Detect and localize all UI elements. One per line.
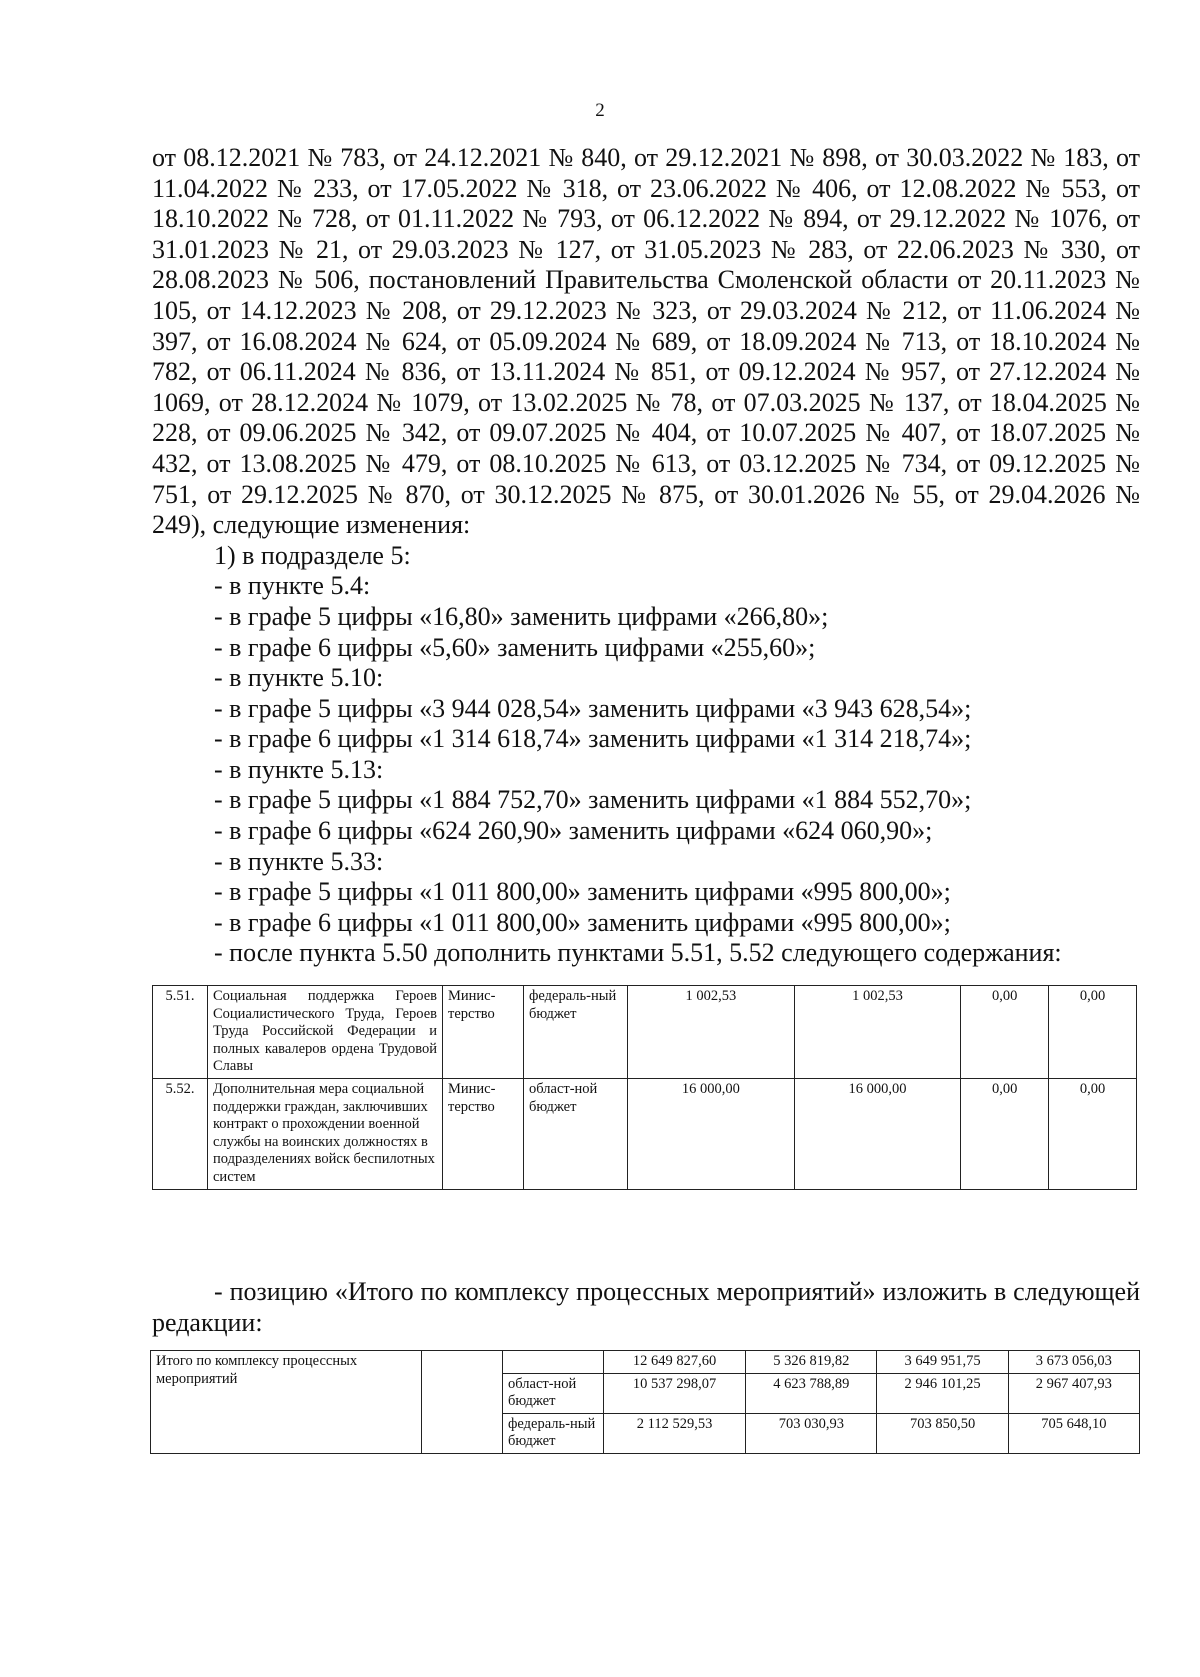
intro-line: от 08.12.2021 № 783, от 24.12.2021 № 840, от 29.12.2021 № 898, от 30.03.2022 № 183, bbox=[152, 143, 1109, 172]
change-item: - в графе 5 цифры «1 011 800,00» заменить цифрами «995 800,00»; bbox=[214, 877, 951, 907]
change-item: - после пункта 5.50 дополнить пунктами 5.51, 5.52 следующего содержания: bbox=[214, 938, 1062, 968]
total-value: 3 673 056,03 bbox=[1008, 1351, 1139, 1374]
intro-line: № 330, от 28.08.2023 № 506, постановлений Правительства Смоленской области bbox=[152, 234, 1140, 295]
item-value: 0,00 bbox=[1049, 986, 1137, 1079]
total-source: област-ной бюджет bbox=[503, 1373, 604, 1413]
total-value: 12 649 827,60 bbox=[604, 1351, 746, 1374]
item-name: Дополнительная мера социальной поддержки граждан, заключивших контракт о прохождении военной службы на воинских должностях в подразделениях войск беспилотных систем bbox=[208, 1078, 443, 1189]
intro-line: № 734, от 09.12.2025 № 751, от 29.12.2025 № 870, от 30.12.2025 № 875, от 30.01.2026 bbox=[152, 448, 1140, 509]
change-item: - в пункте 5.13: bbox=[214, 754, 384, 784]
document-body bbox=[152, 143, 1140, 969]
change-item: - в пункте 5.33: bbox=[214, 846, 384, 876]
item-executor: Минис-терство bbox=[443, 1078, 524, 1189]
item-value: 16 000,00 bbox=[794, 1078, 961, 1189]
intro-line: № 55, от 29.04.2026 № 249), следующие изменения: bbox=[152, 479, 1140, 540]
change-item: - в графе 6 цифры «5,60» заменить цифрами «255,60»; bbox=[214, 632, 816, 662]
changes-list bbox=[152, 541, 1140, 969]
item-value: 16 000,00 bbox=[628, 1078, 795, 1189]
item-value: 1 002,53 bbox=[628, 986, 795, 1079]
intro-line: от 11.04.2022 № 233, от 17.05.2022 № 318, от 23.06.2022 № 406, от 12.08.2022 № 553, bbox=[152, 143, 1140, 203]
total-value: 705 648,10 bbox=[1008, 1413, 1139, 1453]
item-executor: Минис-терство bbox=[443, 986, 524, 1079]
item-value: 1 002,53 bbox=[794, 986, 961, 1079]
total-value: 10 537 298,07 bbox=[604, 1373, 746, 1413]
intro-line: от 27.12.2024 № 1069, от 28.12.2024 № 1079, от 13.02.2025 № 78, от 07.03.2025 bbox=[152, 357, 1140, 417]
item-value: 0,00 bbox=[961, 986, 1049, 1079]
total-source bbox=[503, 1351, 604, 1374]
page-number: 2 bbox=[595, 100, 605, 121]
change-item: - в графе 5 цифры «1 884 752,70» заменить цифрами «1 884 552,70»; bbox=[214, 785, 972, 815]
change-item: - в графе 5 цифры «3 944 028,54» заменить цифрами «3 943 628,54»; bbox=[214, 693, 972, 723]
item-value: 0,00 bbox=[1049, 1078, 1137, 1189]
total-label: Итого по комплексу процессных мероприятий bbox=[151, 1351, 422, 1454]
item-name: Социальная поддержка Героев Социалистического Труда, Героев Труда Российской Федерации и полных кавалеров ордена Трудовой Славы bbox=[208, 986, 443, 1079]
table-row bbox=[153, 1078, 1137, 1189]
item-number: 5.51. bbox=[153, 986, 208, 1079]
total-position-paragraph: - позицию «Итого по комплексу процессных мероприятий» изложить в следующей редакции: bbox=[152, 1277, 1140, 1337]
intro-line: № 137, от 18.04.2025 № 228, от 09.06.2025 № 342, от 09.07.2025 № 404, от 10.07.2025 bbox=[152, 387, 1141, 448]
total-table bbox=[150, 1350, 1140, 1454]
change-item: - в графе 6 цифры «1 314 618,74» заменить цифрами «1 314 218,74»; bbox=[214, 724, 972, 754]
intro-line: № 1076, от 31.01.2023 № 21, от 29.03.2023 № 127, от 31.05.2023 № 283, от 22.06.2023 bbox=[152, 204, 1141, 264]
change-item: - в пункте 5.10: bbox=[214, 663, 384, 693]
intro-line: от 20.11.2023 № 105, от 14.12.2023 № 208, от 29.12.2023 № 323, от 29.03.2024 № 212, bbox=[152, 265, 1140, 325]
total-value: 2 112 529,53 bbox=[604, 1413, 746, 1453]
total-value: 703 030,93 bbox=[746, 1413, 877, 1453]
change-item: - в графе 6 цифры «1 011 800,00» заменить цифрами «995 800,00»; bbox=[214, 907, 951, 937]
intro-paragraph bbox=[152, 143, 1140, 541]
item-value: 0,00 bbox=[961, 1078, 1049, 1189]
intro-line: от 18.10.2022 № 728, от 01.11.2022 № 793, от 06.12.2022 № 894, от 29.12.2022 bbox=[152, 173, 1141, 234]
change-item: 1) в подразделе 5: bbox=[214, 540, 411, 570]
empty-cell bbox=[422, 1351, 503, 1454]
total-value: 2 967 407,93 bbox=[1008, 1373, 1139, 1413]
total-value: 2 946 101,25 bbox=[877, 1373, 1008, 1413]
change-item: - в пункте 5.4: bbox=[214, 571, 371, 601]
total-value: 4 623 788,89 bbox=[746, 1373, 877, 1413]
change-item: - в графе 6 цифры «624 260,90» заменить цифрами «624 060,90»; bbox=[214, 816, 933, 846]
change-item: - в графе 5 цифры «16,80» заменить цифрами «266,80»; bbox=[214, 601, 829, 631]
new-items-table bbox=[152, 985, 1137, 1190]
table-row bbox=[151, 1351, 1140, 1374]
total-source: федераль-ный бюджет bbox=[503, 1413, 604, 1453]
intro-line: № 407, от 18.07.2025 № 432, от 13.08.2025 № 479, от 08.10.2025 № 613, от 03.12.2025 bbox=[152, 418, 1140, 478]
intro-line: от 11.06.2024 № 397, от 16.08.2024 № 624, от 05.09.2024 № 689, от 18.09.2024 № 713, bbox=[152, 295, 1141, 356]
item-source: федераль-ный бюджет bbox=[524, 986, 628, 1079]
item-number: 5.52. bbox=[153, 1078, 208, 1189]
item-source: област-ной бюджет bbox=[524, 1078, 628, 1189]
total-value: 3 649 951,75 bbox=[877, 1351, 1008, 1374]
total-value: 703 850,50 bbox=[877, 1413, 1008, 1453]
total-value: 5 326 819,82 bbox=[746, 1351, 877, 1374]
intro-line: от 18.10.2024 № 782, от 06.11.2024 № 836, от 13.11.2024 № 851, от 09.12.2024 № 957, bbox=[152, 326, 1141, 387]
table-row bbox=[153, 986, 1137, 1079]
